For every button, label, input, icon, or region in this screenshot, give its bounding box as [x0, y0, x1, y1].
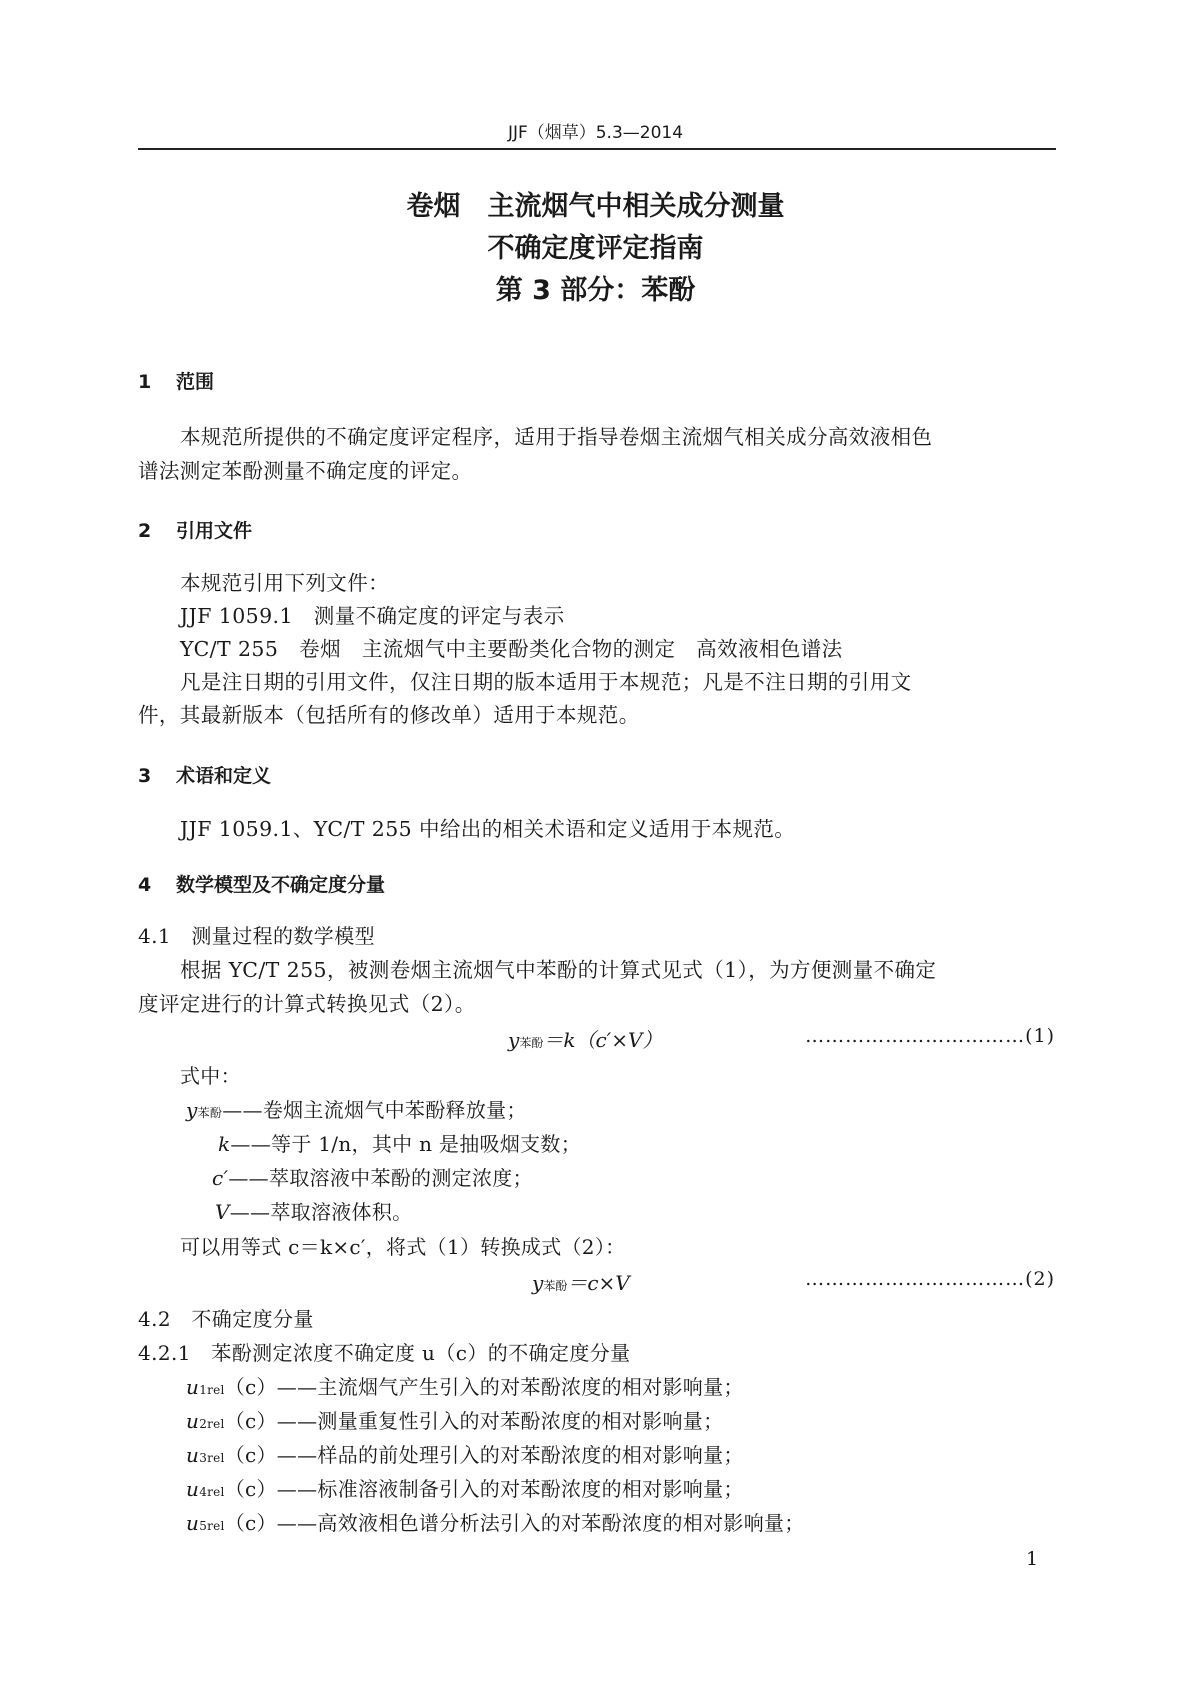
section-2-line-4: 凡是注日期的引用文件，仅注日期的版本适用于本规范；凡是不注日期的引用文 — [180, 670, 912, 694]
equation-2-subscript: 苯酚 — [543, 1279, 568, 1293]
section-3-line-1: JJF 1059.1、YC/T 255 中给出的相关术语和定义适用于本规范。 — [180, 817, 796, 841]
section-1-heading — [138, 367, 214, 394]
uncertainty-component-5 — [186, 1507, 805, 1536]
page-number: 1 — [1026, 1548, 1039, 1570]
header-rule — [138, 148, 1056, 150]
u-description: （c）——主流烟气产生引入的对苯酚浓度的相对影响量； — [224, 1375, 744, 1399]
u-subscript: 5rel — [199, 1519, 225, 1533]
section-2-reference-jjf: JJF 1059.1 测量不确定度的评定与表示 — [180, 604, 565, 628]
title-line-1: 卷烟 主流烟气中相关成分测量 — [406, 191, 785, 222]
section-1-paragraph-line-2: 谱法测定苯酚测量不确定度的评定。 — [138, 459, 473, 483]
definition-y-text: ——卷烟主流烟气中苯酚释放量； — [222, 1098, 527, 1122]
uncertainty-component-1 — [186, 1371, 744, 1400]
where-label: 式中： — [180, 1064, 241, 1088]
equation-2-number: ……………………………(2) — [805, 1268, 1055, 1290]
u-symbol: u — [186, 1409, 200, 1433]
definition-c-prime — [212, 1162, 533, 1191]
subsection-4-2-1-heading: 4.2.1 苯酚测定浓度不确定度 u（c）的不确定度分量 — [138, 1341, 631, 1365]
definition-v-symbol: V — [215, 1200, 230, 1224]
section-2-line-1: 本规范引用下列文件： — [180, 571, 389, 595]
definition-v — [215, 1196, 412, 1225]
u-description: （c）——高效液相色谱分析法引入的对苯酚浓度的相对影响量； — [224, 1511, 805, 1535]
section-3-heading — [138, 761, 271, 788]
section-2-number: 2 — [138, 520, 152, 542]
definition-y-subscript: 苯酚 — [197, 1106, 223, 1120]
u-symbol: u — [186, 1477, 200, 1501]
equation-2-lhs: y — [532, 1271, 544, 1295]
section-2-reference-yct: YC/T 255 卷烟 主流烟气中主要酚类化合物的测定 高效液相色谱法 — [180, 637, 843, 661]
equation-1-number: ……………………………(1) — [805, 1025, 1055, 1047]
section-4-1-paragraph-line-2: 度评定进行的计算式转换见式（2）。 — [138, 992, 476, 1016]
section-4-title: 数学模型及不确定度分量 — [176, 874, 386, 896]
section-1-title: 范围 — [176, 371, 215, 393]
uncertainty-component-2 — [186, 1405, 723, 1434]
definition-y-symbol: y — [186, 1098, 198, 1122]
section-2-line-5: 件，其最新版本（包括所有的修改单）适用于本规范。 — [138, 703, 640, 727]
u-description: （c）——样品的前处理引入的对苯酚浓度的相对影响量； — [224, 1443, 744, 1467]
conversion-sentence: 可以用等式 c＝k×c′，将式（1）转换成式（2）： — [180, 1235, 626, 1259]
definition-y — [186, 1094, 527, 1123]
definition-k-text: ——等于 1/n，其中 n 是抽吸烟支数； — [230, 1132, 582, 1156]
definition-k-symbol: k — [218, 1132, 231, 1156]
u-description: （c）——测量重复性引入的对苯酚浓度的相对影响量； — [224, 1409, 724, 1433]
equation-1-subscript: 苯酚 — [519, 1036, 544, 1050]
u-subscript: 2rel — [199, 1417, 225, 1431]
section-2-heading — [138, 516, 252, 543]
section-3-title: 术语和定义 — [176, 765, 272, 787]
uncertainty-component-4 — [186, 1473, 744, 1502]
equation-1-lhs: y — [508, 1028, 520, 1052]
section-4-heading — [138, 870, 385, 897]
section-1-number: 1 — [138, 371, 152, 393]
definition-c-prime-symbol: c′ — [212, 1166, 229, 1190]
definition-k — [218, 1128, 581, 1157]
section-4-1-paragraph-line-1: 根据 YC/T 255，被测卷烟主流烟气中苯酚的计算式见式（1），为方便测量不确定 — [180, 958, 937, 982]
definition-v-text: ——萃取溶液体积。 — [229, 1200, 413, 1224]
equation-2 — [532, 1267, 630, 1296]
section-4-number: 4 — [138, 874, 152, 896]
section-3-number: 3 — [138, 765, 152, 787]
subsection-4-1-heading: 4.1 测量过程的数学模型 — [138, 924, 376, 948]
u-subscript: 1rel — [199, 1383, 225, 1397]
equation-2-rhs: ＝c×V — [567, 1271, 630, 1295]
title-line-2: 不确定度评定指南 — [487, 233, 704, 264]
subsection-4-2-heading: 4.2 不确定度分量 — [138, 1307, 314, 1331]
u-description: （c）——标准溶液制备引入的对苯酚浓度的相对影响量； — [224, 1477, 744, 1501]
u-symbol: u — [186, 1443, 200, 1467]
section-2-title: 引用文件 — [176, 520, 253, 542]
equation-1 — [508, 1024, 662, 1053]
u-symbol: u — [186, 1375, 200, 1399]
equation-1-rhs: ＝k（c′×V） — [543, 1028, 663, 1052]
title-line-3: 第 3 部分：苯酚 — [495, 275, 696, 306]
standard-code-header: JJF（烟草）5.3—2014 — [507, 123, 684, 143]
section-1-paragraph-line-1: 本规范所提供的不确定度评定程序，适用于指导卷烟主流烟气相关成分高效液相色 — [180, 425, 933, 449]
u-symbol: u — [186, 1511, 200, 1535]
uncertainty-component-3 — [186, 1439, 744, 1468]
u-subscript: 3rel — [199, 1451, 225, 1465]
definition-c-prime-text: ——萃取溶液中苯酚的测定浓度； — [228, 1166, 533, 1190]
u-subscript: 4rel — [199, 1485, 225, 1499]
